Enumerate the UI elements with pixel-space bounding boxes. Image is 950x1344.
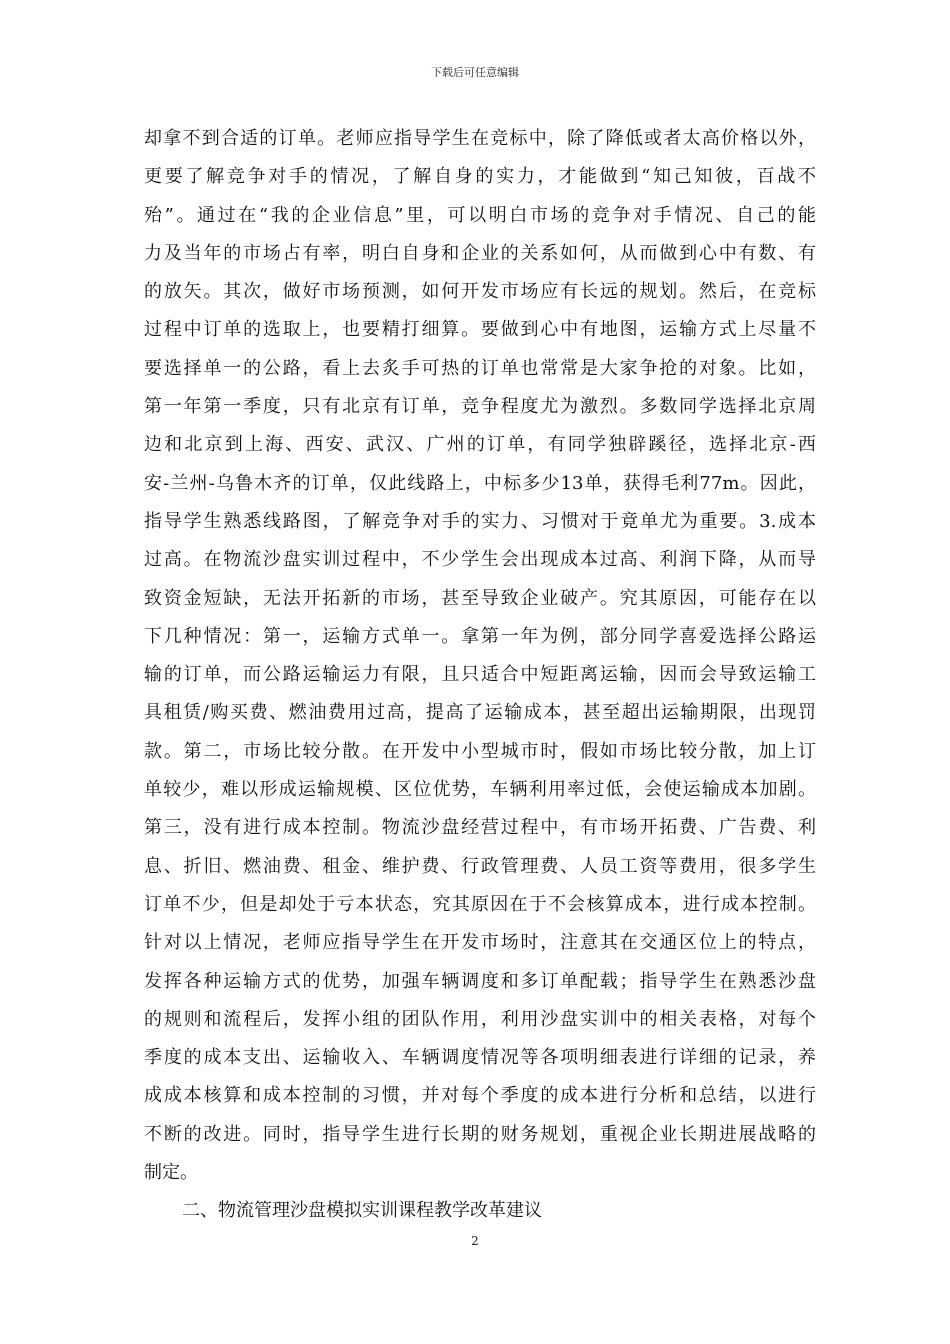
text-line: 订单不少，但是却处于亏本状态，究其原因在于不会核算成本，进行成本控制。: [144, 893, 816, 915]
text-line: 发挥各种运输方式的优势，加强车辆调度和多订单配载；指导学生在熟悉沙盘: [144, 970, 816, 992]
text-line: 具租赁/购买费、燃油费用过高，提高了运输成本，甚至超出运输期限，出现罚: [144, 702, 816, 724]
text-line: 下几种情况：第一，运输方式单一。拿第一年为例，部分同学喜爱选择公路运: [144, 625, 816, 647]
text-line: 安-兰州-乌鲁木齐的订单，仅此线路上，中标多少13单，获得毛利77m。因此，: [144, 472, 816, 494]
text-line: 针对以上情况，老师应指导学生在开发市场时，注意其在交通区位上的特点，: [144, 932, 816, 954]
text-line: 过程中订单的选取上，也要精打细算。要做到心中有地图，运输方式上尽量不: [144, 319, 816, 341]
body-text: [144, 126, 816, 1237]
text-line: 力及当年的市场占有率，明白自身和企业的关系如何，从而做到心中有数、有: [144, 242, 816, 264]
text-line: 过高。在物流沙盘实训过程中，不少学生会出现成本过高、利润下降，从而导: [144, 549, 816, 571]
text-line: 第一年第一季度，只有北京有订单，竞争程度尤为激烈。多数同学选择北京周: [144, 396, 816, 418]
text-line: 指导学生熟悉线路图，了解竞争对手的实力、习惯对于竟单尤为重要。3.成本: [144, 510, 816, 532]
text-line: 制定。: [144, 1162, 198, 1184]
text-line: 输的订单，而公路运输运力有限，且只适合中短距离运输，因而会导致运输工: [144, 664, 816, 686]
text-line: 的规则和流程后，发挥小组的团队作用，利用沙盘实训中的相关表格，对每个: [144, 1008, 816, 1030]
text-line: 的放矢。其次，做好市场预测，如何开发市场应有长远的规划。然后，在竞标: [144, 281, 816, 303]
text-line: 第三，没有进行成本控制。物流沙盘经营过程中，有市场开拓费、广告费、利: [144, 817, 816, 839]
text-line: 要选择单一的公路，看上去炙手可热的订单也常常是大家争抢的对象。比如，: [144, 357, 816, 379]
text-line: 殆”。通过在“我的企业信息”里，可以明白市场的竞争对手情况、自己的能: [144, 204, 816, 226]
text-line: 却拿不到合适的订单。老师应指导学生在竞标中，除了降低或者太高价格以外，: [144, 128, 816, 149]
text-line: 息、折旧、燃油费、租金、维护费、行政管理费、人员工资等费用，很多学生: [144, 855, 816, 877]
text-line: 致资金短缺，无法开拓新的市场，甚至导致企业破产。究其原因，可能存在以: [144, 587, 816, 609]
text-line: 更要了解竞争对手的情况，了解自身的实力，才能做到“知己知彼，百战不: [144, 166, 816, 188]
section-heading: 二、物流管理沙盘模拟实训课程教学改革建议: [182, 1200, 542, 1222]
text-line: 成成本核算和成本控制的习惯，并对每个季度的成本进行分析和总结，以进行: [144, 1085, 816, 1107]
page-header: 下载后可任意编辑: [431, 66, 519, 79]
page-number: 2: [471, 1234, 479, 1248]
text-line: 不断的改进。同时，指导学生进行长期的财务规划，重视企业长期进展战略的: [144, 1123, 816, 1145]
text-line: 款。第二，市场比较分散。在开发中小型城市时，假如市场比较分散，加上订: [144, 740, 816, 762]
text-line: 季度的成本支出、运输收入、车辆调度情况等各项明细表进行详细的记录，养: [144, 1047, 816, 1069]
text-line: 单较少，难以形成运输规模、区位优势，车辆利用率过低，会使运输成本加剧。: [144, 779, 816, 801]
text-line: 边和北京到上海、西安、武汉、广州的订单，有同学独辟蹊径，选择北京-西: [144, 434, 816, 456]
